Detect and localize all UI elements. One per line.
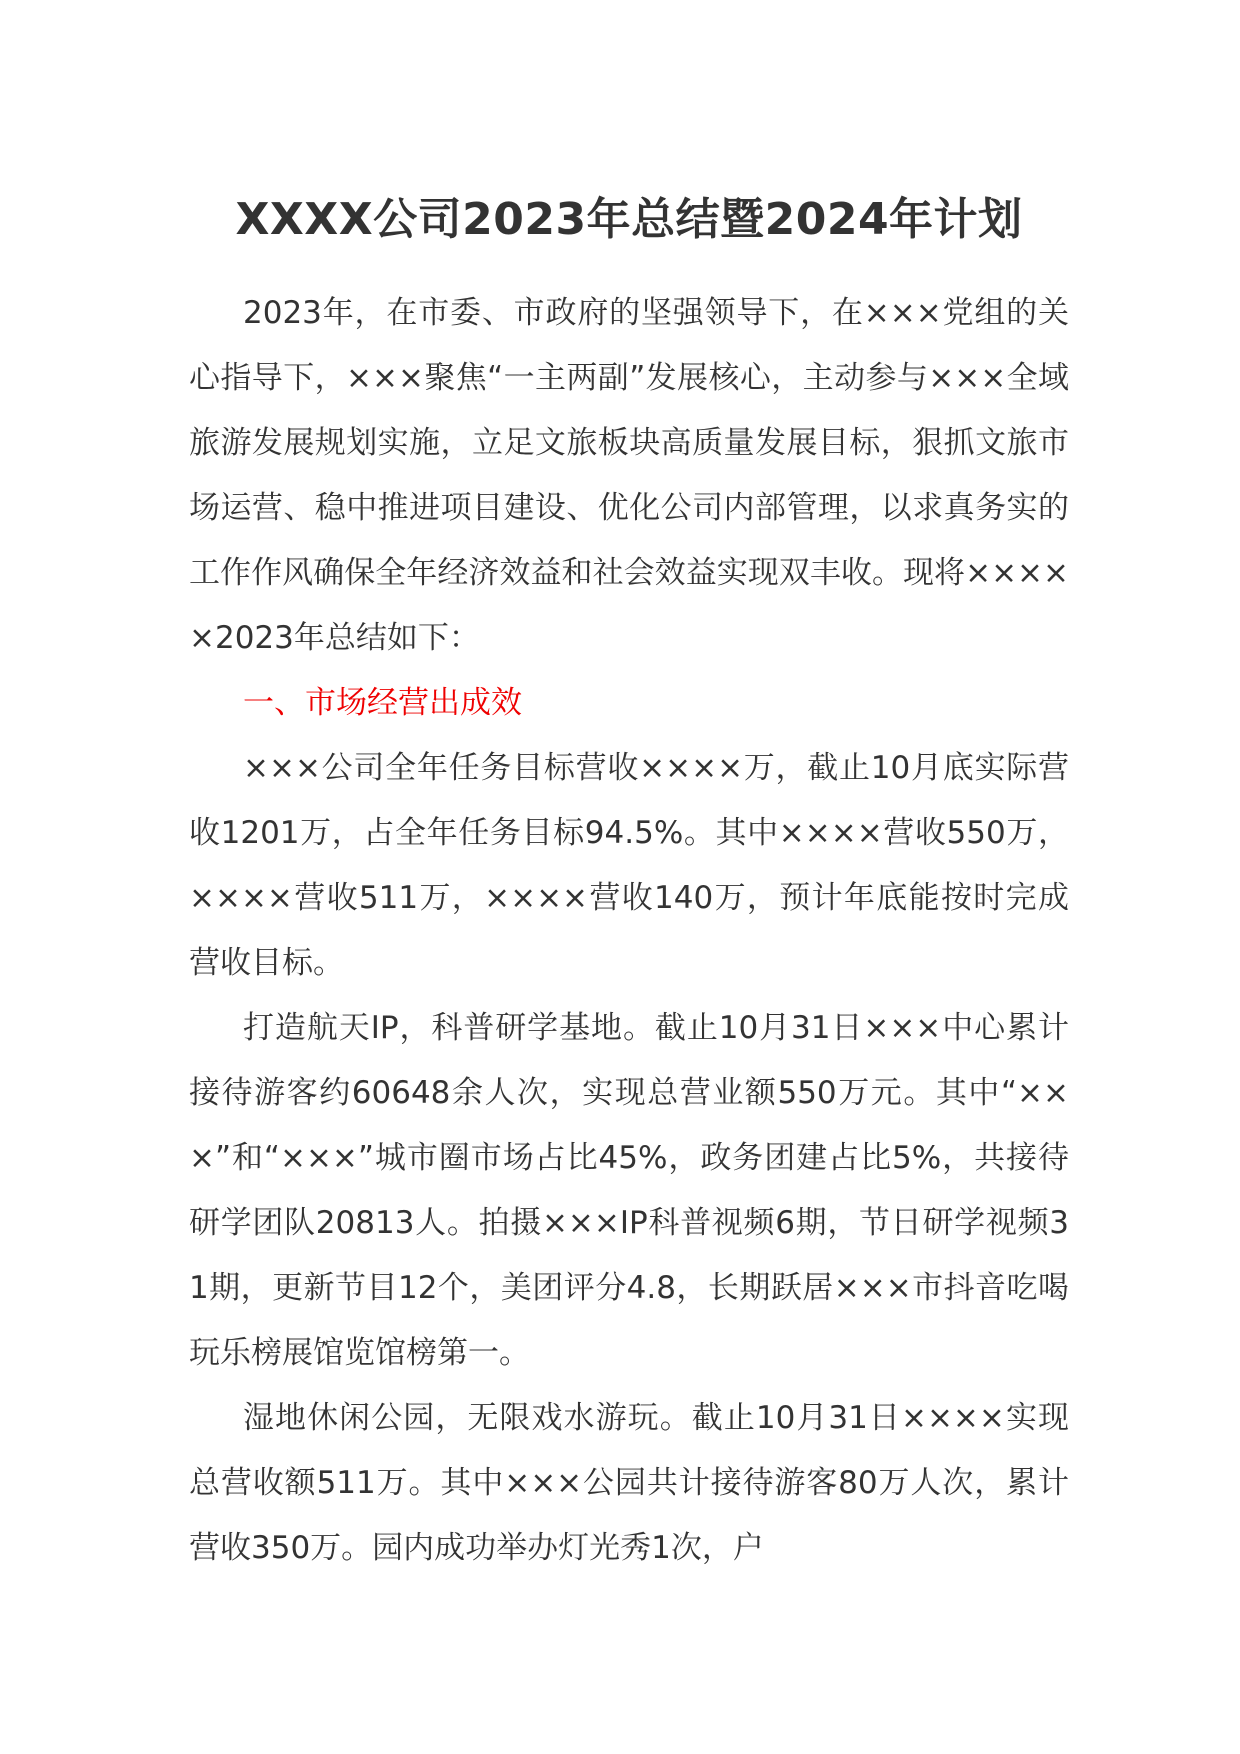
aerospace-ip-paragraph: 打造航天IP，科普研学基地。截止10月31日×××中心累计接待游客约60648余人次，实现总营业额550万元。其中“×××”和“×××”城市圈市场占比45%，政务团建占比5%，共接待研学团队20813人。拍摄×××IP科普视频6期，节日研学视频31期，更新节目12个，美团评分4.8，长期跃居×××市抖音吃喝玩乐榜展馆览馆榜第一。 xyxy=(189,1010,1069,1371)
intro-paragraph: 2023年，在市委、市政府的坚强领导下，在×××党组的关心指导下，×××聚焦“一主两副”发展核心，主动参与×××全域旅游发展规划实施，立足文旅板块高质量发展目标，狠抓文旅市场运营、稳中推进项目建设、优化公司内部管理，以求真务实的工作作风确保全年经济效益和社会效益实现双丰收。现将×××××2023年总结如下： xyxy=(189,295,1069,656)
wetland-park-paragraph: 湿地休闲公园，无限戏水游玩。截止10月31日××××实现总营收额511万。其中×××公园共计接待游客80万人次，累计营收350万。园内成功举办灯光秀1次，户 xyxy=(189,1400,1069,1566)
revenue-paragraph: ×××公司全年任务目标营收××××万，截止10月底实际营收1201万，占全年任务目标94.5%。其中××××营收550万，××××营收511万，××××营收140万，预计年底能按时完成营收目标。 xyxy=(189,750,1069,981)
document-body xyxy=(189,190,1069,1581)
section-heading-market: 一、市场经营出成效 xyxy=(243,685,522,721)
document-title: XXXX公司2023年总结暨2024年计划 xyxy=(235,194,1023,245)
